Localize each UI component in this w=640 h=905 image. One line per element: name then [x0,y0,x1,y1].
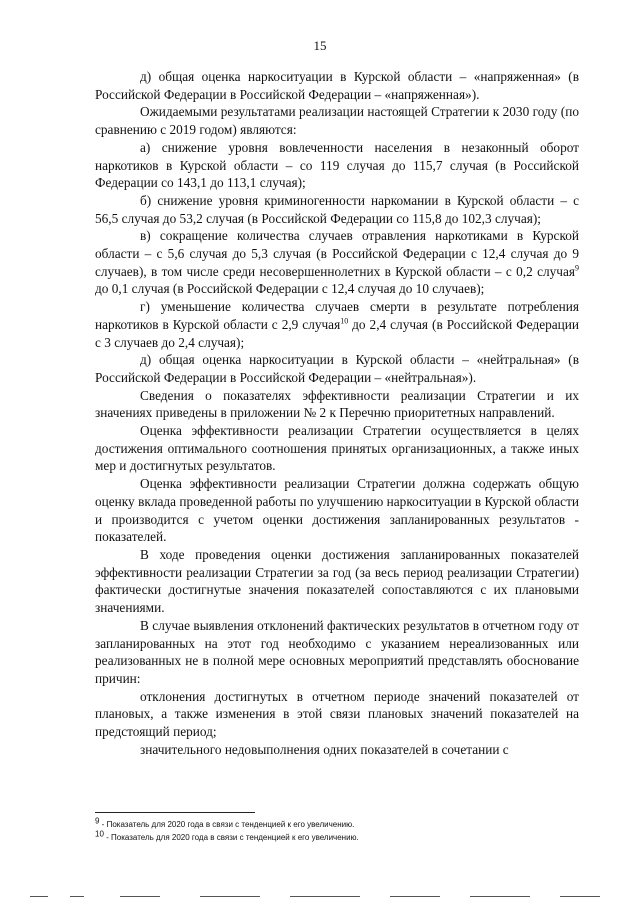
footnote-text: - Показатель для 2020 года в связи с тенденцией к его увеличению. [103,833,359,842]
paragraph: В случае выявления отклонений фактических результатов в отчетном году от запланированных на этот год необходимо с указанием нереализованных или реализованных не в полной мере основных мероприятий представлять обоснование причин: [95,617,579,686]
paragraph: В ходе проведения оценки достижения запланированных показателей эффективности реализации Стратегии за год (за весь период реализации Стратегии) фактически достигнутые значения показателей сопоставляются с их плановыми значениями. [95,546,579,616]
paragraph: д) общая оценка наркоситуации в Курской области – «нейтральная» (в Российской Федерации в Российской Федерации – «нейтральная»). [95,352,579,385]
footnotes [95,818,579,844]
footnote-divider [95,812,255,813]
paragraph: Оценка эффективности реализации Стратегии должна содержать общую оценку вклада проведенной работы по улучшению наркоситуации в Курской области и производится с учетом оценки достижения запланированных результатов - показателей. [95,476,579,545]
paragraph: д) общая оценка наркоситуации в Курской области – «напряженная» (в Российской Федерации в Российской Федерации – «напряженная»). [95,69,579,102]
paragraph: отклонения достигнутых в отчетном периоде значений показателей от плановых, а также изменения в этой связи плановых значений показателей на предстоящий период; [95,688,579,740]
paragraph: Ожидаемыми результатами реализации настоящей Стратегии к 2030 году (по сравнению с 2019 годом) являются: [95,104,579,138]
footnote-text: - Показатель для 2020 года в связи с тенденцией к его увеличению. [99,820,355,829]
paragraph-text: до 2,4 случая (в Российской Федерации с 3 случаев до 2,4 случая); [95,316,580,350]
paragraph: а) снижение уровня вовлеченности населения в незаконный оборот наркотиков в Курской области – со 119 случая до 115,7 случая (в Российской Федерации со 143,1 до 113,1 случая); [95,139,579,191]
body-text [95,68,579,758]
footnote-mark: 9 [95,816,100,826]
page-number: 15 [313,38,327,53]
paragraph [95,227,579,298]
footnote [95,831,579,844]
paragraph-text: до 0,1 случая (в Российской Федерации с 12,4 случая до 10 случаев); [95,281,485,297]
scan-artifact-line [30,896,620,899]
paragraph [95,298,579,351]
paragraph-text: в) сокращение количества случаев отравления наркотиками в Курской области – с 5,6 случая до 5,3 случая (в Российской Федерации с 12,4 случая до 9 случаев), в том числе среди несовершеннолетних в Курской области – с 0,2 случая [95,228,579,279]
paragraph: Сведения о показателях эффективности реализации Стратегии и их значениях приведены в приложении № 2 к Перечню приоритетных направлений. [95,387,579,421]
paragraph-text: г) уменьшение количества случаев смерти в результате потребления наркотиков в Курской области с 2,9 случая [95,299,579,332]
paragraph: б) снижение уровня криминогенности наркомании в Курской области – с 56,5 случая до 53,2 случая (в Российской Федерации со 115,8 до 102,3 случая); [95,192,579,226]
footnote [95,818,579,831]
paragraph: значительного недовыполнения одних показателей в сочетании с [140,741,509,757]
footnote-ref: 10 [340,316,349,326]
paragraph: Оценка эффективности реализации Стратегии осуществляется в целях достижения оптимального соотношения принятых организационных, а также иных мер и достигнутых результатов. [95,423,579,474]
footnote-mark: 10 [95,829,104,839]
footnote-ref: 9 [575,263,579,273]
